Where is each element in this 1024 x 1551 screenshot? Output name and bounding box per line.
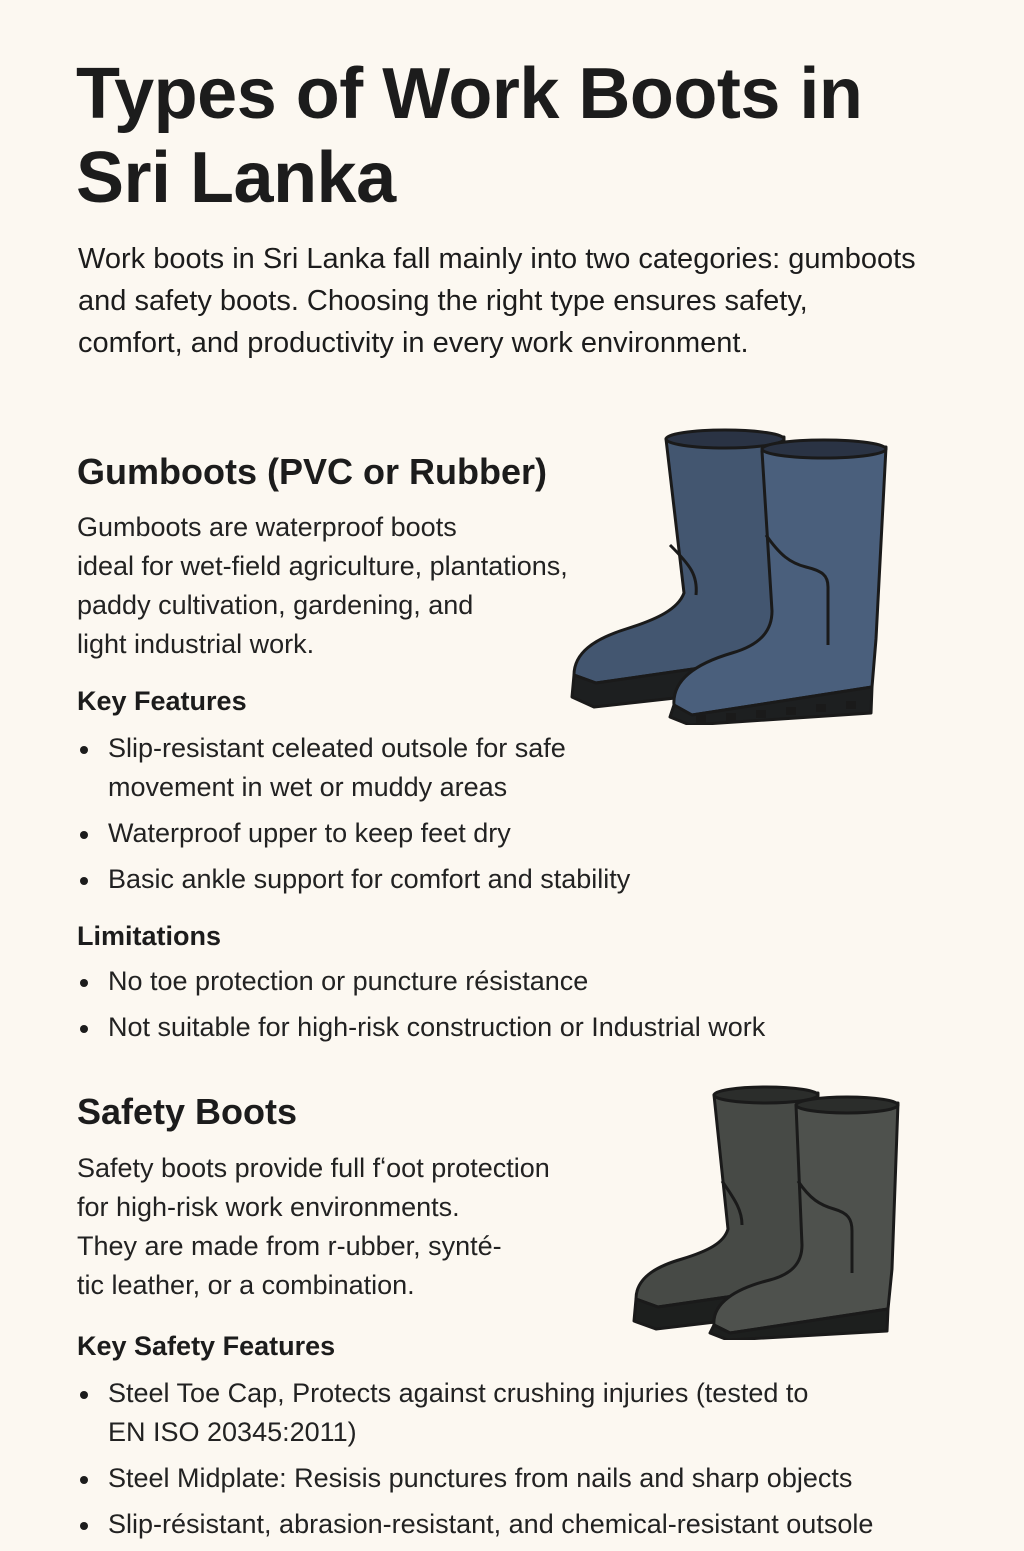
list-item [77, 814, 630, 853]
safety-boots-description-line: tic leather, or a combination. [77, 1270, 415, 1300]
safety-boots-heading: Safety Boots [77, 1091, 298, 1132]
safety-boots-description [77, 1149, 550, 1305]
list-item [77, 1505, 873, 1544]
list-item-text: Slip-résistant, abrasion-resistant, and chemical-resistant outsole [108, 1509, 874, 1539]
list-item-text: Waterproof upper to keep feet dry [108, 818, 511, 848]
gumboots-description-line: light industrial work. [77, 629, 315, 659]
list-item-text: Slip-resistant celeated outsole for safe [108, 733, 566, 763]
gumboots-description-line: ideal for wet-field agriculture, plantations, [77, 551, 568, 581]
gumboots-limitations-list [77, 962, 765, 1054]
safety-boots-description-line: for high-risk work environments. [77, 1192, 460, 1222]
list-item-text: EN ISO 20345:2011) [108, 1417, 357, 1447]
gumboots-description-line: Gumboots are waterproof boots [77, 512, 457, 542]
gumboots-image [566, 425, 896, 725]
list-item-text: Steel Toe Cap, Protects against crushing injuries (tested to [108, 1378, 809, 1408]
list-item [77, 860, 630, 899]
list-item-text: movement in wet or muddy areas [108, 772, 508, 802]
page-title: Types of Work Boots in Sri Lanka [76, 54, 863, 218]
gumboots-features-heading: Key Features [77, 686, 247, 716]
safety-boots-features-heading: Key Safety Features [77, 1331, 336, 1361]
list-item-text: Basic ankle support for comfort and stability [108, 864, 631, 894]
safety-boots-features-list [77, 1374, 873, 1551]
gumboots-heading: Gumboots (PVC or Rubber) [77, 451, 547, 492]
list-item [77, 1008, 765, 1047]
list-item-text: Steel Midplate: Resisis punctures from nails and sharp objects [108, 1463, 853, 1493]
list-item [77, 729, 630, 807]
list-item [77, 1374, 873, 1452]
gumboots-description-line: paddy cultivation, gardening, and [77, 590, 474, 620]
list-item-text: No toe protection or puncture résistance [108, 966, 589, 996]
gumboots-limitations-heading: Limitations [77, 921, 222, 951]
list-item [77, 962, 765, 1001]
safety-boots-image [630, 1085, 905, 1340]
list-item-text: Not suitable for high-risk construction or Industrial work [108, 1012, 766, 1042]
list-item [77, 1459, 873, 1498]
intro-paragraph: Work boots in Sri Lanka fall mainly into two categories: gumboots and safety boots. Choosing the right type ensures safety, comfort, and productivity in every work environment. [78, 243, 916, 359]
gumboots-features-list [77, 729, 630, 906]
safety-boots-description-line: They are made from r-ubber, synté- [77, 1231, 502, 1261]
gumboots-description [77, 508, 568, 664]
safety-boots-description-line: Safety boots provide full fʻoot protection [77, 1153, 550, 1183]
